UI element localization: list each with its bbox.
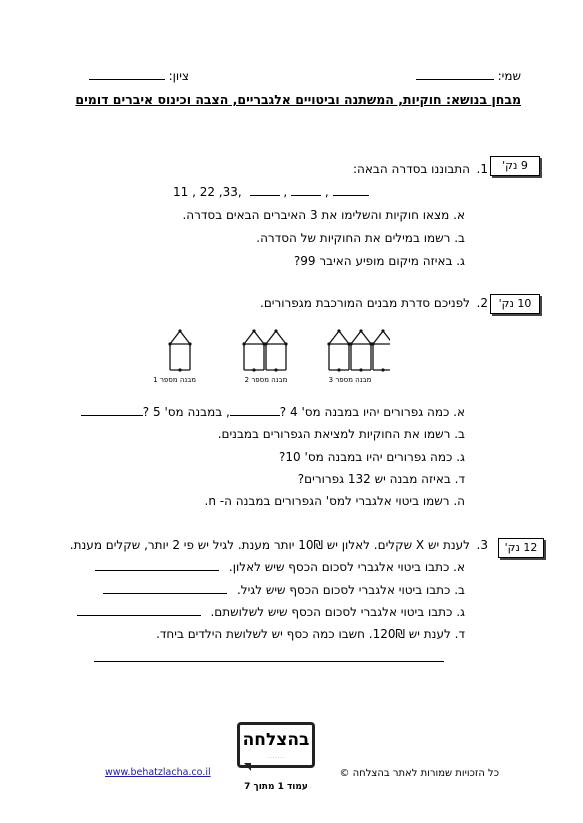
q2-item-a (81, 404, 465, 420)
page-title: מבחן בנושא: חוקיות, המשתנה וביטויים אלגבריים, הצבה וכינוס איברים דומים (75, 92, 521, 107)
q2-item-d (298, 472, 465, 487)
q1-sequence-values: 11 , 22 ,33, (173, 185, 242, 199)
q2-item-letter: ב. (454, 427, 465, 441)
q1-item-b (256, 231, 465, 246)
website-link[interactable]: www.behatzlacha.co.il (105, 767, 211, 778)
q1-item-c (294, 254, 465, 269)
q1-item-letter: א. (453, 208, 465, 222)
q3-c-blank[interactable] (77, 604, 201, 616)
q2-item-letter: ג. (456, 450, 465, 464)
q1-blank-1[interactable] (250, 184, 280, 196)
q2-item-letter: ד. (454, 472, 465, 486)
q3-a-blank[interactable] (95, 559, 219, 571)
q2-item-e (205, 494, 466, 509)
name-field[interactable] (416, 68, 521, 84)
q3-item-letter: ב. (454, 583, 465, 597)
q1-item-letter: ב. (454, 231, 465, 245)
q3-item-letter: ג. (456, 605, 465, 619)
logo (237, 722, 315, 768)
q1-item-a (182, 208, 465, 223)
q2-item-text-a: כמה גפרורים יהיו במבנה מס' 4 ? (279, 405, 450, 419)
grade-label: ציון: (168, 69, 189, 83)
q2-item-letter: ה. (453, 494, 465, 508)
q2-item-text: רשמו את החוקיות למציאת הגפרורים במבנים. (217, 427, 451, 441)
q3-points-box: 12 נק' (498, 538, 544, 558)
q2-item-c (279, 450, 465, 465)
q1-blank-3[interactable] (333, 184, 369, 196)
q1-points-box: 9 נק' (490, 156, 540, 176)
q1-text: התבוננו בסדרה הבאה: (352, 162, 470, 176)
q1-number: 1. (476, 162, 488, 176)
copyright-text: כל הזכויות שמורות לאתר בהצלחה © (339, 768, 499, 779)
logo-tagline: · · · · · · · (267, 755, 285, 760)
q3-number: 3. (476, 538, 488, 552)
logo-speech-tail (244, 763, 251, 771)
q1-sequence: 11 , 22 ,33, , , (173, 184, 369, 200)
q3-item-letter: א. (453, 560, 465, 574)
q3-item-letter: ד. (454, 627, 465, 641)
q3-item-text: כתבו ביטוי אלגברי לסכום הכסף שיש לאלון. (228, 560, 450, 574)
q2-item-letter: א. (453, 405, 465, 419)
q3-b-blank[interactable] (103, 582, 227, 594)
structure-3 (327, 329, 390, 371)
caption-structure-1: מבנה מספר 1 (153, 376, 196, 384)
q2-item-text: כמה גפרורים יהיו במבנה מס' 10? (279, 450, 453, 464)
grade-field[interactable] (89, 68, 189, 84)
name-label: שמי: (497, 69, 521, 83)
q2-item-text-b: , במבנה מס' 5 ? (142, 405, 230, 419)
q3-item-b (103, 582, 465, 598)
structure-1 (168, 329, 191, 371)
logo-text: בהצלחה (242, 730, 310, 750)
page-number: עמוד 1 מתוך 7 (244, 782, 308, 792)
q1-item-text: באיזה מיקום מופיע האיבר 99? (293, 254, 453, 268)
q1-blank-2[interactable] (291, 184, 321, 196)
q2-item-b (218, 427, 465, 442)
q3-item-text: כתבו ביטוי אלגברי לסכום הכסף שיש לשלושתם. (210, 605, 453, 619)
grade-blank[interactable] (89, 68, 165, 80)
q2-item-text: רשמו ביטוי אלגברי למס' הגפרורים במבנה ה- n. (204, 494, 450, 508)
q2-a-blank-2[interactable] (81, 404, 143, 416)
q2-item-text: באיזה מבנה יש 132 גפרורים? (297, 472, 451, 486)
name-blank[interactable] (416, 68, 494, 80)
q1-item-text: רשמו במילים את החוקיות של הסדרה. (256, 231, 451, 245)
q2-a-blank-1[interactable] (230, 404, 280, 416)
matchstick-figures (150, 322, 390, 382)
q3-d-answer-line[interactable] (94, 661, 444, 662)
q2-number: 2. (476, 296, 488, 310)
q3-item-c (77, 604, 465, 620)
q3-item-text: כתבו ביטוי אלגברי לסכום הכסף שיש לגיל. (236, 583, 451, 597)
q1-item-text: מצאו חוקיות והשלימו את 3 האיברים הבאים בסדרה. (182, 208, 450, 222)
structure-2 (242, 329, 287, 371)
q3-item-a (95, 559, 465, 575)
q2-text: לפניכם סדרת מבנים המורכבת מגפרורים. (260, 296, 470, 310)
caption-structure-3: מבנה מספר 3 (328, 376, 372, 384)
q1-item-letter: ג. (456, 254, 465, 268)
q3-item-text: לענת יש 120₪. חשבו כמה כסף יש לשלושת הילדים ביחד. (156, 627, 451, 641)
q3-text: לענת יש X שקלים. לאלון יש 10₪ יותר מענת. לגיל יש פי 2 יותר, שקלים מענת. (69, 538, 470, 552)
caption-structure-2: מבנה מספר 2 (244, 376, 288, 384)
q2-points-box: 10 נק' (490, 294, 540, 314)
q3-item-d (156, 627, 465, 642)
